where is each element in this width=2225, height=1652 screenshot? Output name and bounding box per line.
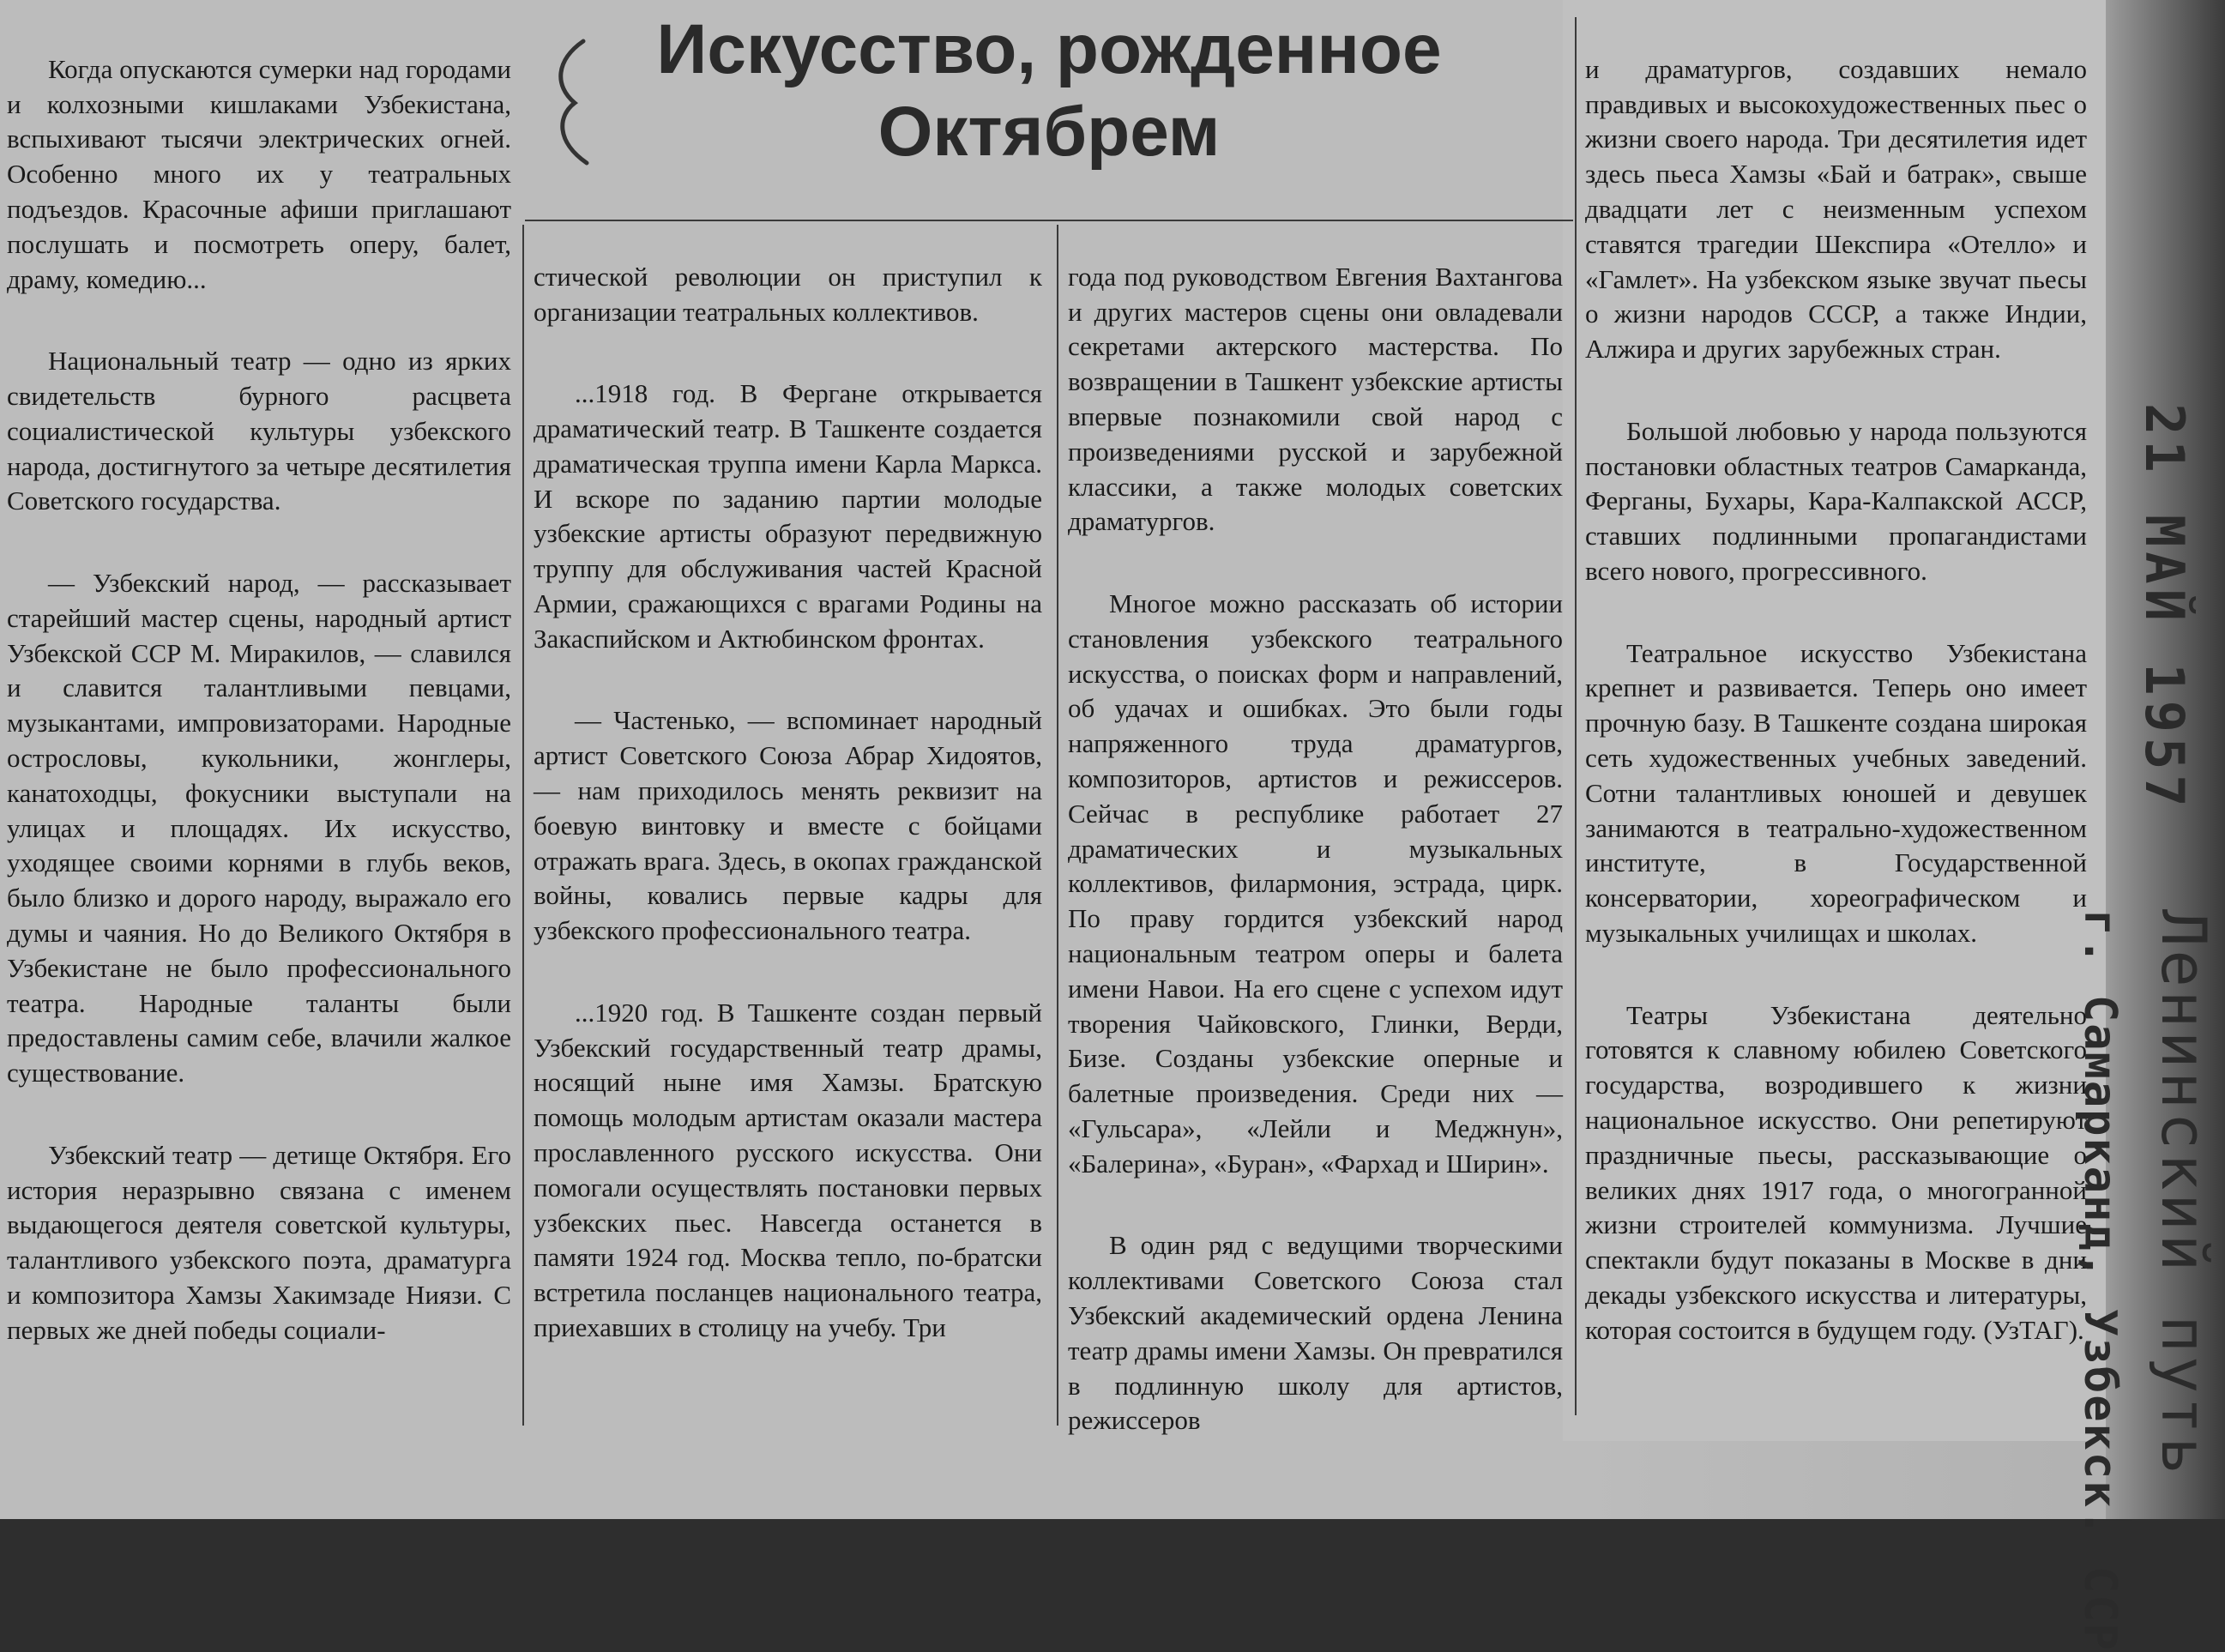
paragraph: Театры Узбекистана деятельно готовятся к славному юбилею Советского государства, возродившего к жизни национальное искусство. Они репетируют праздничные пьесы, рассказывающие о великих днях 1917 года, о многогранной жизни строителей коммунизма. Лучшие спектакли будут показаны в Москве в дни декады узбекского искусства и литературы, которая состоится в будущем году. (УзТАГ). [1585, 999, 2087, 1345]
article-headline: Искусство, рожденное Октябрем [656, 10, 1442, 171]
paragraph: Национальный театр — одно из ярких свидетельств бурного расцвета социалистической культуры узбекского народа, достигнутого за четыре десятилетия Советского государства. [7, 346, 511, 516]
article-column-3 [1068, 225, 1563, 1486]
paragraph: Театральное искусство Узбекистана крепнет и развивается. Теперь оно имеет прочную базу. В Ташкенте создана широкая сеть художественных учебных заведений. Сотни талантливых юношей и девушек занимаются в театрально-художественном институте, в Государственной консерватории, хореографическом и музыкальных училищах и школах. [1585, 637, 2087, 948]
paragraph: и драматургов, создавших немало правдивых и высокохудожественных пьес о жизни своего народа. Три десятилетия идет здесь пьеса Хамзы «Бай и батрак», свыше двадцати лет с неизменным успехом ставятся трагедии Шекспира «Отелло» и «Гамлет». На узбекском языке звучат пьесы о жизни народов СССР, а также Индии, Алжира и других зарубежных стран. [1585, 53, 2087, 365]
article-column-1 [7, 17, 511, 1395]
article-column-2 [534, 225, 1042, 1393]
paragraph: В один ряд с ведущими творческими коллективами Советского Союза стал Узбекский академический ордена Ленина театр драмы имени Хамзы. Он превратился в подлинную школу для артистов, режиссеров [1068, 1230, 1563, 1436]
paragraph: Многое можно рассказать об истории становления узбекского театрального искусства, о поисках форм и направлений, об удачах и ошибках. Это были годы напряженного труда драматургов, композиторов, артистов и режиссеров. Сейчас в республике работает 27 драматических и музыкальных коллективов, филармония, эстрада, цирк. По праву гордится узбекский народ национальным театром оперы и балета имени Навои. На его сцене с успехом идут творения Чайковского, Глинки, Верди, Бизе. Созданы узбекские оперные и балетные произведения. Среди них — «Гульсара», «Лейли и Меджнун», «Балерина», «Буран», «Фархад и Ширин». [1068, 588, 1563, 1179]
paragraph: — Узбекский народ, — рассказывает старейший мастер сцены, народный артист Узбекской ССР М. Миракилов, — славился и славится талантливыми певцами, музыкантами, импровизаторами. Народные острословы, кукольники, жонглеры, канатоходцы, фокусники выступали на улицах и площадях. Их искусство, уходящее своими корнями в глубь веков, было близко и дорого народу, выражало его думы и чаяния. Но до Великого Октября в Узбекистане не было профессионального театра. Народные таланты были предоставлены самим себе, влачили жалкое существование. [7, 567, 511, 1088]
paragraph: стической революции он приступил к организации театральных коллективов. [534, 261, 1042, 327]
paragraph: Узбекский театр — детище Октября. Его история неразрывно связана с именем выдающегося деятеля советской культуры, талантливого узбекского поэта, драматурга и композитора Хамзы Хакимзаде Ниязи. С первых же дней победы социали- [7, 1139, 511, 1345]
paragraph: ...1920 год. В Ташкенте создан первый Узбекский государственный театр драмы, носящий ныне имя Хамзы. Братскую помощь молодым артистам оказали мастера прославленного русского искусства. Они помогали осуществлять постановки первых узбекских пьес. Навсегда останется в памяти 1924 год. Москва тепло, по-братски встретила посланцев национального театра, приехавших в столицу на учебу. Три [534, 997, 1042, 1342]
newspaper-name-stamp: Ленинский путь [2148, 909, 2220, 1478]
column-divider [1575, 17, 1577, 1415]
column-divider [522, 225, 524, 1426]
date-stamp: 21 МАЙ 1957 [2133, 403, 2196, 812]
column-divider [1057, 225, 1058, 1426]
headline-divider [525, 220, 1573, 221]
place-stamp: г. Самарканд, Узбекск. ССР [2074, 909, 2126, 1652]
paragraph: ...1918 год. В Фергане открывается драматический театр. В Ташкенте создается драматическая труппа имени Карла Маркса. И вскоре по заданию партии молодые узбекские артисты образуют передвижную труппу для обслуживания частей Красной Армии, сражающихся с врагами Родины на Закаспийском и Актюбинском фронтах. [534, 378, 1042, 654]
paragraph: Когда опускаются сумерки над городами и колхозными кишлаками Узбекистана, вспыхивают тысячи электрических огней. Особенно много их у театральных подъездов. Красочные афиши приглашают послушать и посмотреть оперу, балет, драму, комедию... [7, 53, 511, 294]
article-column-4 [1585, 17, 2087, 1395]
paragraph: года под руководством Евгения Вахтангова и других мастеров сцены они овладевали секретами актерского мастерства. По возвращении в Ташкент узбекские артисты впервые познакомили свой народ с произведениями русской и зарубежной классики, а также молодых советских драматургов. [1068, 261, 1563, 537]
paragraph: Большой любовью у народа пользуются постановки областных театров Самарканда, Ферганы, Бухары, Кара-Калпакской АССР, ставших подлинными пропагандистами всего нового, прогрессивного. [1585, 415, 2087, 586]
paragraph: — Частенько, — вспоминает народный артист Советского Союза Абрар Хидоятов, — нам приходилось менять реквизит на боевую винтовку и вместе с бойцами отражать врага. Здесь, в окопах гражданской войны, ковались первые кадры для узбекского профессионального театра. [534, 705, 1042, 946]
